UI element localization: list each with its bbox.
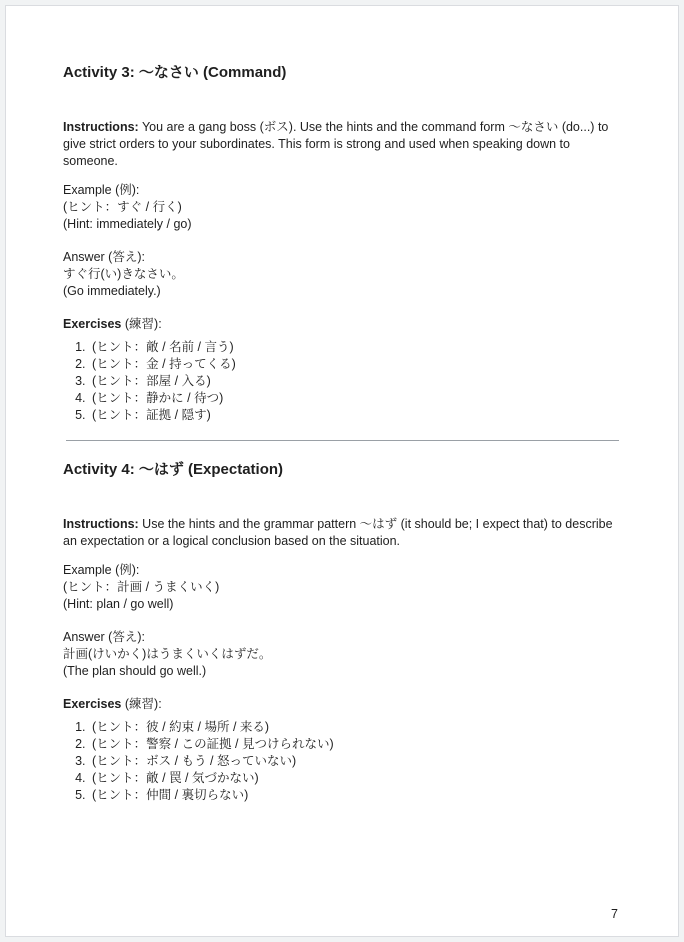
page-content bbox=[63, 62, 623, 804]
page-number: 7 bbox=[611, 907, 618, 921]
activity-3-exercises-heading bbox=[63, 316, 623, 333]
activity-4-instructions-label: Instructions: bbox=[63, 517, 139, 531]
activity-3-instructions-label: Instructions: bbox=[63, 120, 139, 134]
activity-3-exercises-label-jp: (練習): bbox=[121, 317, 162, 331]
exercise-item: 5. (ヒント：仲間 / 裏切らない) bbox=[89, 787, 623, 804]
exercise-item: 1. (ヒント：敵 / 名前 / 言う) bbox=[89, 339, 623, 356]
activity-4-exercises-label-jp: (練習): bbox=[121, 697, 162, 711]
activity-4-instructions-text: Use the hints and the grammar pattern ～はず (it should be; I expect that) to describe an expectation or a logical conclusion based on the situation. bbox=[63, 517, 613, 548]
activity-3-exercises-label: Exercises bbox=[63, 317, 122, 331]
activity-4-answer-en: (The plan should go well.) bbox=[63, 664, 207, 678]
exercise-item: 3. (ヒント：ボス / もう / 怒っていない) bbox=[89, 753, 623, 770]
document-page bbox=[5, 5, 679, 937]
activity-3-answer-en: (Go immediately.) bbox=[63, 284, 161, 298]
activity-4-title: Activity 4: ～はず (Expectation) bbox=[63, 461, 284, 478]
activity-4-example-hint-en: (Hint: plan / go well) bbox=[63, 597, 174, 611]
activity-3-answer-label: Answer (答え): bbox=[63, 250, 145, 264]
activity-4-exercises-label: Exercises bbox=[63, 697, 122, 711]
activity-4-exercises-heading bbox=[63, 696, 623, 713]
activity-4-instructions bbox=[63, 516, 623, 550]
activity-4-example-hint-jp: (ヒント：計画 / うまくいく) bbox=[63, 580, 220, 594]
activity-3-instructions bbox=[63, 119, 623, 170]
exercise-item: 4. (ヒント：静かに / 待つ) bbox=[89, 390, 623, 407]
activity-4-example-label: Example (例): bbox=[63, 563, 140, 577]
activity-3-example-hint-en: (Hint: immediately / go) bbox=[63, 217, 192, 231]
section-divider bbox=[66, 440, 619, 441]
activity-3-example-hint-jp: (ヒント：すぐ / 行く) bbox=[63, 200, 182, 214]
activity-4-section bbox=[63, 459, 623, 804]
activity-3-example-label: Example (例): bbox=[63, 183, 140, 197]
exercise-item: 3. (ヒント：部屋 / 入る) bbox=[89, 373, 623, 390]
activity-3-exercise-list bbox=[63, 339, 623, 424]
activity-4-answer-label: Answer (答え): bbox=[63, 630, 145, 644]
exercise-item: 5. (ヒント：証拠 / 隠す) bbox=[89, 407, 623, 424]
exercise-item: 4. (ヒント：敵 / 罠 / 気づかない) bbox=[89, 770, 623, 787]
activity-3-answer-jp: すぐ行(い)きなさい。 bbox=[63, 267, 184, 281]
activity-4-answer-jp: 計画(けいかく)はうまくいくはずだ。 bbox=[63, 647, 272, 661]
activity-3-title: Activity 3: ～なさい (Command) bbox=[63, 64, 287, 81]
exercise-item: 2. (ヒント：金 / 持ってくる) bbox=[89, 356, 623, 373]
activity-3-section bbox=[63, 62, 623, 424]
activity-3-instructions-text: You are a gang boss (ボス). Use the hints and the command form ～なさい (do...) to give strict orders to your subordinates. This form is strong and used when speaking down to someone. bbox=[63, 120, 609, 168]
activity-4-exercise-list bbox=[63, 719, 623, 804]
exercise-item: 2. (ヒント：警察 / この証拠 / 見つけられない) bbox=[89, 736, 623, 753]
exercise-item: 1. (ヒント：彼 / 約束 / 場所 / 来る) bbox=[89, 719, 623, 736]
